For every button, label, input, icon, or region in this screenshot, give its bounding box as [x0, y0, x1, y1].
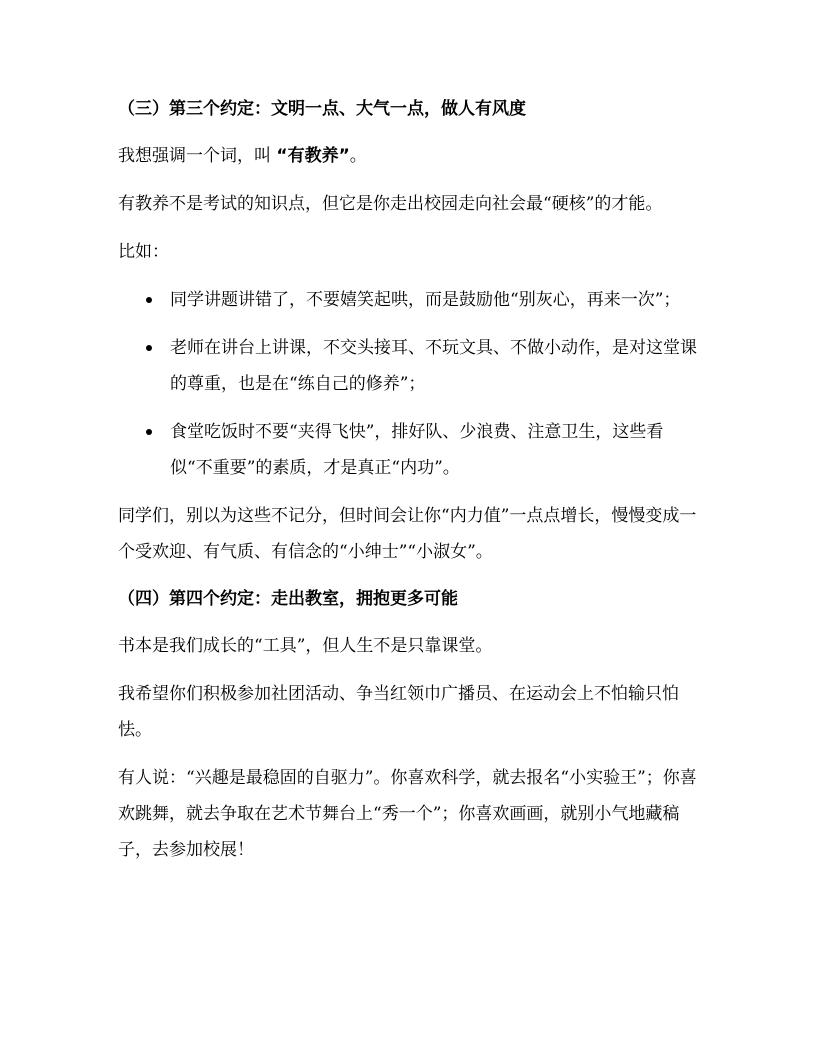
- list-item-text: 同学讲题讲错了，不要嬉笑起哄，而是鼓励他“别灰心，再来一次”；: [170, 290, 681, 310]
- list-item-text: 老师在讲台上讲课，不交头接耳、不玩文具、不做小动作，是对这堂课的尊重，也是在“练自己的修养”；: [170, 338, 697, 394]
- bullet-icon: [146, 297, 152, 303]
- section-4-paragraph-3: 有人说：“兴趣是最稳固的自驱力”。你喜欢科学，就去报名“小实验王”；你喜欢跳舞，就去争取在艺术节舞台上“秀一个”；你喜欢画画，就别小气地藏稿子，去参加校展！: [118, 768, 697, 860]
- section-3-paragraph-3: 比如：: [118, 242, 169, 262]
- section-3-paragraph-2: 有教养不是考试的知识点，但它是你走出校园走向社会最“硬核”的才能。: [118, 194, 663, 214]
- bullet-icon: [146, 345, 152, 351]
- paragraph-text: 。: [349, 146, 367, 166]
- section-3-paragraph-4: 同学们，别以为这些不记分，但时间会让你“内力值”一点点增长，慢慢变成一个受欢迎、有气质、有信念的“小绅士”“小淑女”。: [118, 506, 697, 562]
- section-3-paragraph-1: [118, 138, 698, 174]
- section-4-paragraph-2: 我希望你们积极参加社团活动、争当红领巾广播员、在运动会上不怕输只怕怯。: [118, 684, 679, 740]
- section-3-heading: （三）第三个约定：文明一点、大气一点，做人有风度: [118, 99, 526, 119]
- list-item: [118, 330, 698, 402]
- paragraph-text: 我想强调一个词，叫: [118, 146, 277, 166]
- list-item-text: 食堂吃饭时不要“夹得飞快”，排好队、少浪费、注意卫生，这些看似“不重要”的素质，才是真正“内功”。: [170, 422, 664, 478]
- document-page: [118, 92, 698, 880]
- emphasis-text: “有教养”: [276, 146, 350, 166]
- section-4-heading: （四）第四个约定：走出教室，拥抱更多可能: [118, 589, 458, 609]
- section-4-paragraph-1: 书本是我们成长的“工具”，但人生不是只靠课堂。: [118, 636, 493, 656]
- examples-list: [118, 282, 698, 486]
- list-item: [118, 282, 698, 318]
- bullet-icon: [146, 429, 152, 435]
- list-item: [118, 414, 698, 486]
